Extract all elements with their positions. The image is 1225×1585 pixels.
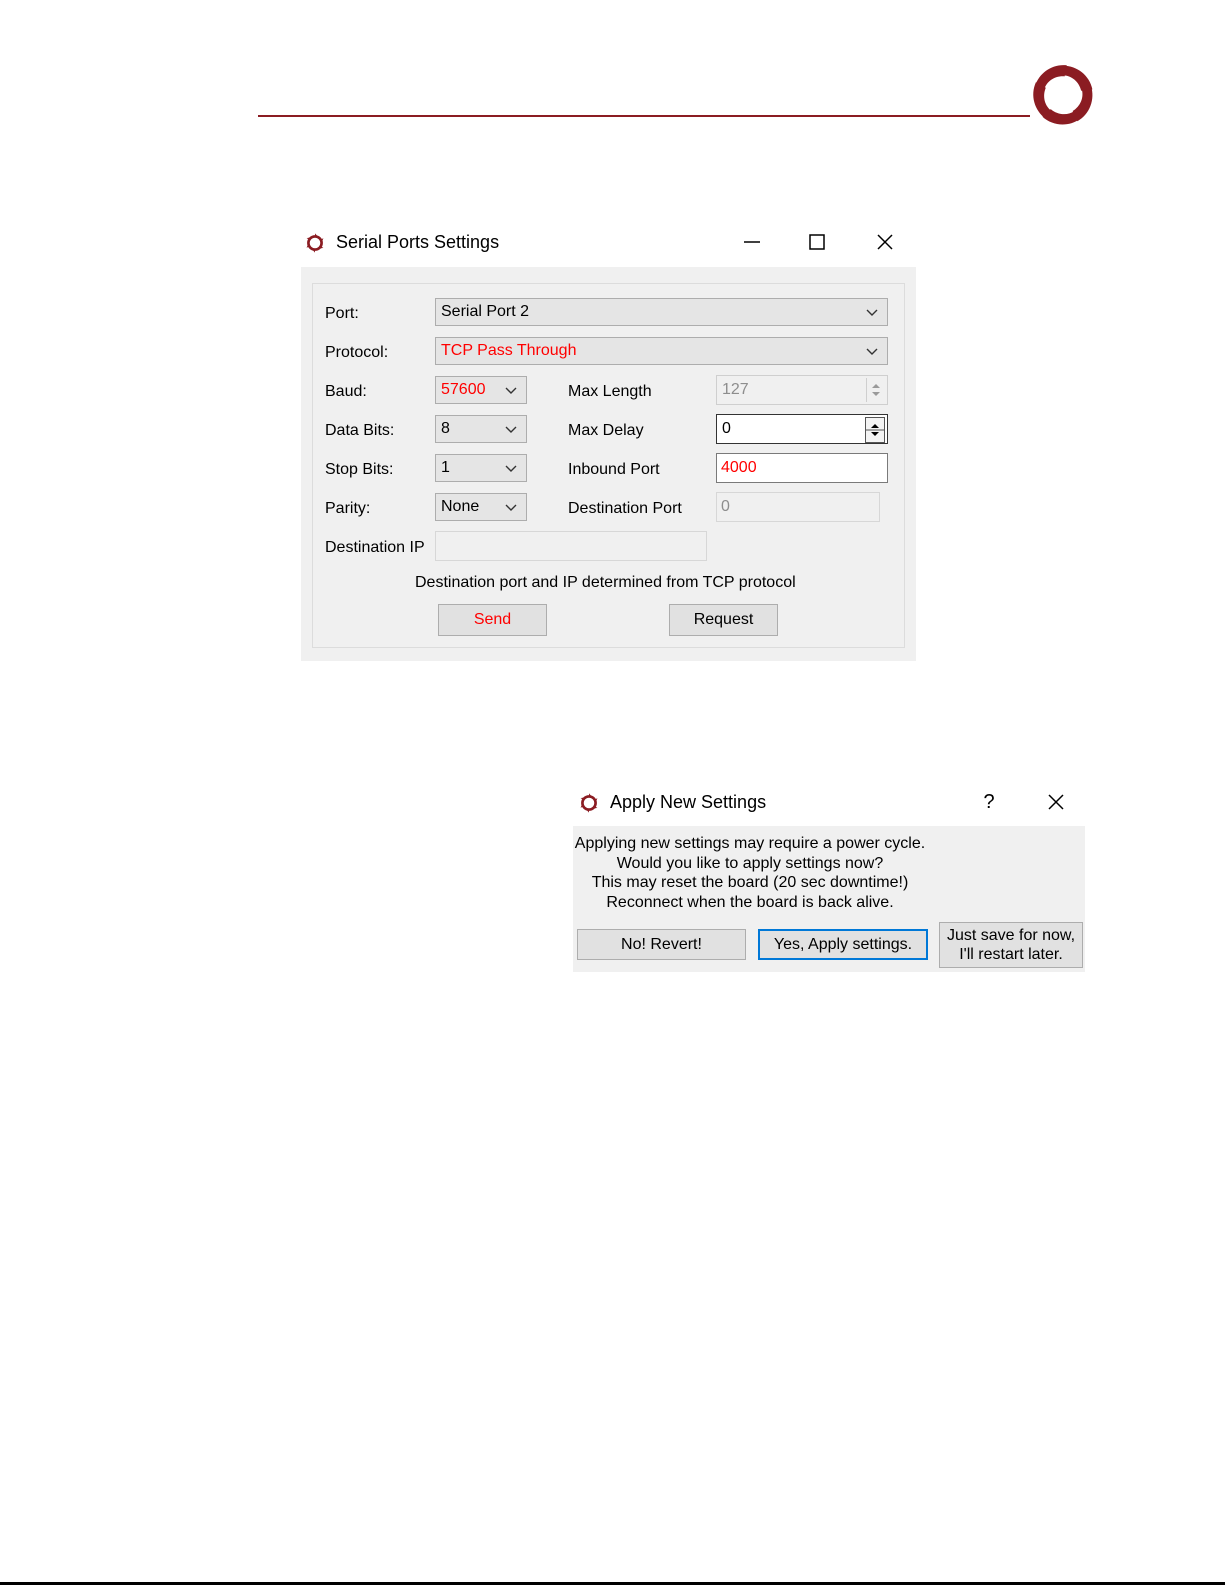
- header-rule: [258, 115, 1030, 117]
- chevron-down-icon: [865, 305, 879, 319]
- revert-button[interactable]: [577, 929, 746, 960]
- window-title: Serial Ports Settings: [336, 232, 500, 252]
- destination-port-input[interactable]: [716, 492, 880, 522]
- send-button[interactable]: [438, 604, 547, 636]
- spin-arrows-icon: [866, 378, 885, 402]
- stop-bits-select[interactable]: [435, 454, 527, 482]
- inbound-port-value: 4000: [721, 459, 757, 476]
- serial-ports-window: [298, 224, 920, 664]
- baud-label: Baud:: [325, 383, 367, 400]
- protocol-value: TCP Pass Through: [441, 342, 577, 359]
- close-icon: [1047, 793, 1065, 811]
- dialog-close-button[interactable]: [1036, 786, 1076, 818]
- inbound-port-input[interactable]: [716, 453, 888, 483]
- client-area: [301, 267, 916, 661]
- dialog-client-area: [573, 826, 1085, 972]
- save-later-button[interactable]: [939, 922, 1083, 968]
- parity-label: Parity:: [325, 500, 371, 517]
- save-later-label: [947, 926, 1075, 964]
- send-label: Send: [473, 611, 512, 628]
- max-delay-value: 0: [722, 420, 731, 437]
- protocol-select[interactable]: [435, 337, 888, 365]
- dialog-title: Apply New Settings: [610, 792, 767, 812]
- message-line: Applying new settings may require a power cycle.: [574, 835, 926, 852]
- company-logo-icon: [1028, 60, 1098, 130]
- max-delay-label: Max Delay: [568, 422, 644, 439]
- close-button[interactable]: [865, 226, 905, 258]
- max-length-label: Max Length: [568, 383, 652, 400]
- data-bits-value: 8: [441, 420, 450, 437]
- destination-port-value: 0: [721, 498, 730, 515]
- chevron-down-icon: [504, 422, 518, 436]
- app-icon: [304, 232, 326, 254]
- port-label: Port:: [325, 305, 359, 322]
- minimize-button[interactable]: [732, 226, 772, 258]
- save-later-line: Just save for now,: [946, 927, 1076, 944]
- parity-value: None: [441, 498, 480, 515]
- destination-ip-label: Destination IP: [325, 539, 425, 556]
- max-length-spinbox[interactable]: [716, 375, 888, 405]
- apply-settings-dialog: [572, 784, 1087, 974]
- minimize-icon: [743, 233, 761, 251]
- apply-label: Yes, Apply settings.: [773, 935, 913, 953]
- chevron-down-icon: [504, 461, 518, 475]
- inbound-port-label: Inbound Port: [568, 461, 660, 478]
- protocol-label: Protocol:: [325, 344, 389, 361]
- destination-port-label: Destination Port: [568, 500, 682, 517]
- message-line: Reconnect when the board is back alive.: [606, 893, 894, 911]
- app-icon: [578, 792, 600, 814]
- request-label: Request: [693, 611, 754, 628]
- stop-bits-label: Stop Bits:: [325, 461, 394, 478]
- spin-arrows-icon: [865, 417, 885, 443]
- stop-bits-value: 1: [441, 459, 450, 476]
- message-line: Would you like to apply settings now?: [616, 854, 884, 872]
- close-icon: [876, 233, 894, 251]
- max-length-value: 127: [722, 381, 749, 398]
- port-value: Serial Port 2: [441, 303, 530, 320]
- request-button[interactable]: [669, 604, 778, 636]
- dialog-message: [573, 834, 927, 912]
- maximize-button[interactable]: [797, 226, 837, 258]
- chevron-down-icon: [504, 500, 518, 514]
- help-icon: ?: [983, 790, 995, 813]
- max-delay-spinbox[interactable]: [716, 414, 888, 444]
- chevron-down-icon: [504, 383, 518, 397]
- info-text: Destination port and IP determined from TCP protocol: [415, 574, 796, 591]
- dialog-title-bar[interactable]: [572, 784, 1087, 824]
- destination-ip-input[interactable]: [435, 531, 707, 561]
- baud-value: 57600: [441, 381, 486, 398]
- revert-label: No! Revert!: [621, 935, 702, 953]
- apply-settings-button[interactable]: [758, 929, 928, 960]
- port-select[interactable]: [435, 298, 888, 326]
- data-bits-select[interactable]: [435, 415, 527, 443]
- chevron-down-icon: [865, 344, 879, 358]
- save-later-line: I'll restart later.: [959, 946, 1063, 963]
- data-bits-label: Data Bits:: [325, 422, 395, 439]
- message-line: This may reset the board (20 sec downtime!): [591, 874, 909, 891]
- maximize-icon: [808, 233, 826, 251]
- help-button[interactable]: [969, 786, 1009, 818]
- parity-select[interactable]: [435, 493, 527, 521]
- title-bar[interactable]: [298, 224, 920, 260]
- baud-select[interactable]: [435, 376, 527, 404]
